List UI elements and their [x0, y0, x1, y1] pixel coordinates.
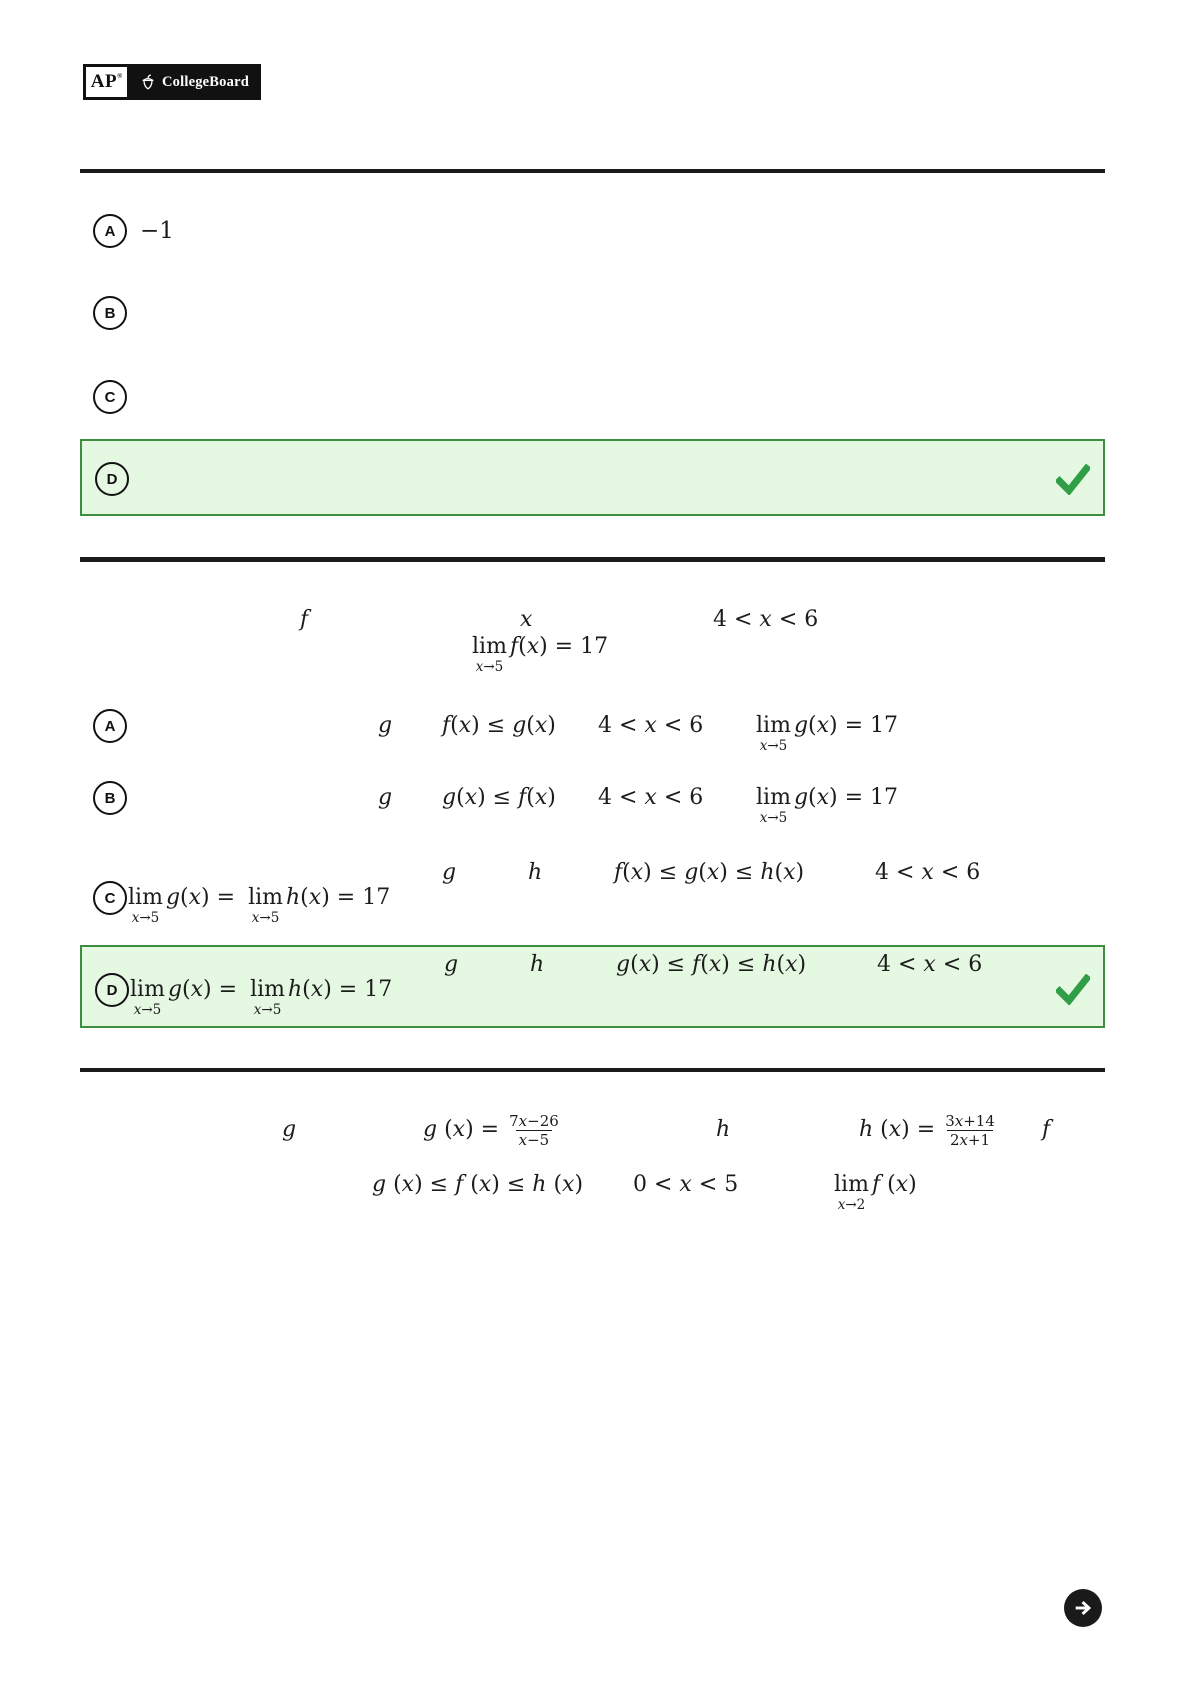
option-letter-badge [93, 214, 127, 248]
lim-op: lim [130, 977, 165, 1002]
q3-h-definition [859, 1109, 998, 1151]
q3-h-lhs: h (x) = [859, 1117, 936, 1142]
next-button[interactable] [1064, 1589, 1102, 1627]
limit-operator [130, 979, 165, 1017]
collegeboard-logo-text: CollegeBoard [162, 73, 249, 90]
q2-d-h: h [530, 952, 545, 977]
option-letter: C [104, 889, 116, 907]
option-letter: D [106, 981, 118, 999]
q2-a-interval: 4 < x < 6 [598, 713, 704, 738]
option-letter-badge [93, 380, 127, 414]
limit-operator [128, 887, 163, 925]
option-letter: A [104, 717, 116, 735]
q2-d-g: g [444, 952, 459, 977]
limit-operator [834, 1174, 869, 1212]
q2-stem-x: x [520, 607, 533, 632]
collegeboard-logo [130, 64, 261, 100]
limit-operator [248, 887, 283, 925]
q2-c-interval: 4 < x < 6 [875, 860, 981, 885]
ap-logo [83, 64, 130, 100]
limit-operator [756, 715, 791, 753]
registered-mark: ® [117, 72, 123, 80]
q2-stem-f: f [300, 607, 309, 632]
lim-subscript: x→5 [759, 810, 788, 826]
q2-a-g: g [378, 713, 393, 738]
lim-subscript: x→5 [253, 1002, 282, 1018]
q2-c-h: h [528, 860, 543, 885]
q2-a-inequality: f(x) ≤ g(x) [442, 713, 556, 738]
lim-op: lim [128, 885, 163, 910]
correct-checkmark-icon [1056, 974, 1090, 1005]
section-divider [80, 1068, 1105, 1072]
limit-operator [250, 979, 285, 1017]
limit-operator [756, 787, 791, 825]
section-divider [80, 169, 1105, 173]
q2-stem-interval: 4 < x < 6 [713, 607, 819, 632]
q3-h: h [716, 1117, 731, 1142]
lim-body: f(x) = 17 [509, 634, 609, 659]
q3-g-lhs: g (x) = [423, 1117, 500, 1142]
fraction-denominator: x−5 [516, 1130, 553, 1149]
lim-op: lim [248, 885, 283, 910]
option-letter: B [104, 789, 116, 807]
q3-g-definition [423, 1109, 562, 1151]
q1-option-c[interactable] [93, 380, 140, 414]
q2-b-limit [756, 787, 898, 825]
option-letter: C [104, 388, 116, 406]
q2-option-b[interactable] [93, 781, 127, 815]
lim-op: lim [834, 1172, 869, 1197]
fraction-numerator: 7x−26 [509, 1111, 559, 1130]
lim-subscript: x→5 [251, 910, 280, 926]
lim-op: lim [756, 785, 791, 810]
lim-body: g(x) = 17 [793, 785, 899, 810]
lim-op: lim [756, 713, 791, 738]
option-text: −1 [140, 218, 174, 244]
lim-subscript: x→5 [133, 1002, 162, 1018]
option-letter-badge [93, 296, 127, 330]
correct-checkmark-icon [1056, 464, 1090, 495]
q2-d-interval: 4 < x < 6 [877, 952, 983, 977]
lim-body: g(x) = [165, 885, 243, 910]
q2-b-g: g [378, 785, 393, 810]
q2-option-d-correct[interactable] [80, 945, 1105, 1028]
option-letter: B [104, 304, 116, 322]
acorn-icon [140, 73, 156, 91]
option-letter: A [104, 222, 116, 240]
q3-interval: 0 < x < 5 [633, 1172, 739, 1197]
lim-subscript: x→5 [131, 910, 160, 926]
q2-d-inequality: g(x) ≤ f(x) ≤ h(x) [616, 952, 807, 977]
option-letter: D [106, 470, 118, 488]
lim-subscript: x→2 [837, 1197, 866, 1213]
q2-stem-limit [472, 636, 608, 674]
section-divider [80, 557, 1105, 562]
q2-a-limit [756, 715, 898, 753]
q2-b-interval: 4 < x < 6 [598, 785, 704, 810]
q3-g: g [282, 1117, 297, 1142]
lim-body: f (x) [871, 1172, 917, 1197]
fraction [506, 1112, 562, 1149]
brand-header [83, 64, 261, 100]
next-arrow-icon [1072, 1597, 1094, 1619]
q1-option-a[interactable] [93, 214, 174, 248]
q2-option-d [95, 973, 129, 1007]
lim-body: h(x) = 17 [288, 977, 393, 1002]
q2-c-g: g [442, 860, 457, 885]
q1-option-b[interactable] [93, 296, 140, 330]
q3-limit [834, 1174, 917, 1212]
q2-option-a[interactable] [93, 709, 127, 743]
lim-op: lim [472, 634, 507, 659]
q1-option-d-correct[interactable] [80, 439, 1105, 516]
q2-b-inequality: g(x) ≤ f(x) [442, 785, 556, 810]
q2-c-inequality: f(x) ≤ g(x) ≤ h(x) [614, 860, 805, 885]
lim-op: lim [250, 977, 285, 1002]
lim-body: g(x) = [167, 977, 245, 1002]
fraction-numerator: 3x+14 [945, 1111, 995, 1130]
option-letter-badge [95, 462, 129, 496]
lim-body: g(x) = 17 [793, 713, 899, 738]
ap-logo-text: AP [90, 71, 118, 92]
q3-f: f [1042, 1117, 1051, 1142]
fraction [942, 1112, 998, 1149]
q2-d-limits [130, 979, 392, 1017]
lim-subscript: x→5 [475, 659, 504, 675]
lim-subscript: x→5 [759, 738, 788, 754]
lim-body: h(x) = 17 [286, 885, 391, 910]
limit-operator [472, 636, 507, 674]
q2-c-limits [128, 887, 390, 925]
q2-option-c[interactable] [93, 881, 127, 915]
q3-inequality: g (x) ≤ f (x) ≤ h (x) [372, 1172, 584, 1197]
fraction-denominator: 2x+1 [947, 1130, 993, 1149]
